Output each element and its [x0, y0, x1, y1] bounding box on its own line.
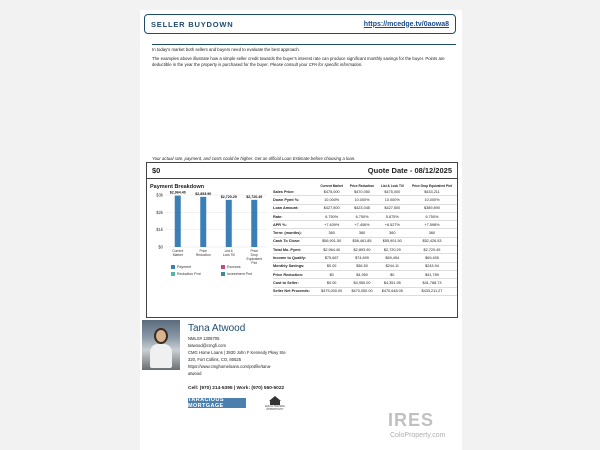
agent-url-continued[interactable]: atwood: [188, 371, 202, 376]
company-logo: TARACIOUS MORTGAGE: [188, 398, 246, 408]
table-cell: $2,964.40: [317, 246, 346, 254]
x-tick-label: Price: [250, 249, 259, 253]
table-row: [273, 204, 457, 212]
row-label: Term: (months):: [273, 229, 317, 237]
data-label: $2,964.40: [169, 191, 186, 195]
intro-paragraph-2: [152, 56, 456, 68]
table-cell: $41,788.73: [407, 279, 457, 287]
table-cell: $52,426.53: [407, 237, 457, 245]
row-label: Rate:: [273, 212, 317, 220]
chart-title: Payment Breakdown: [150, 184, 205, 190]
table-row: [273, 196, 457, 204]
row-label: Cash To Close:: [273, 237, 317, 245]
agent-name: Tana Atwood: [188, 323, 246, 334]
row-label: Loan Amount:: [273, 204, 317, 212]
quote-amount: $0: [152, 166, 161, 175]
table-row: [273, 270, 457, 278]
header-title: SELLER BUYDOWN: [151, 19, 234, 29]
table-cell: $0.00: [317, 262, 346, 270]
agent-company: CMG Home Loans | 3930 John F Kennedy Pkwy Ste: [188, 350, 286, 355]
agent-email[interactable]: tatwood@cmgfi.com: [188, 343, 226, 348]
table-column-header: Price Reduction: [349, 184, 375, 188]
table-row: [273, 188, 457, 196]
watermark-sub: ColoProperty.com: [390, 432, 446, 439]
table-cell: $0.00: [317, 279, 346, 287]
table-row: [273, 229, 457, 237]
bar: [251, 200, 257, 247]
table-row: [273, 221, 457, 229]
table-cell: $433,211.27: [407, 287, 457, 295]
table-cell: $470,648.05: [378, 287, 407, 295]
legend-label: Investment Pmt: [227, 272, 252, 276]
table-cell: +6.527%: [378, 221, 407, 229]
legend-swatch: [221, 272, 225, 276]
row-label: Cost to Seller:: [273, 279, 317, 287]
table-cell: $470,050: [346, 188, 377, 196]
table-cell: +7.406%: [346, 221, 377, 229]
table-cell: $55,901.50: [378, 237, 407, 245]
watermark-main: IRES: [388, 410, 435, 430]
equal-housing-icon: [260, 396, 290, 412]
table-cell: $56,461.85: [346, 237, 377, 245]
legend-label: Reduction Pmt: [177, 272, 201, 276]
table-row: [273, 246, 457, 254]
data-label: $2,720.49: [246, 194, 263, 199]
row-label: Seller Net Proceeds:: [273, 287, 317, 295]
table-cell: $243.94: [407, 262, 457, 270]
table-cell: +7.598%: [407, 221, 457, 229]
table-cell: $4,351.95: [378, 279, 407, 287]
ires-watermark: [388, 408, 466, 444]
bar: [175, 196, 181, 247]
row-label: Price Reduction:: [273, 270, 317, 278]
agent-address: 320, Fort Collins, CO, 80525: [188, 357, 242, 362]
intro-paragraph-1: In today's market both sellers and buyers need to evaluate the best approach.: [152, 47, 300, 52]
table-cell: $389,890: [407, 204, 457, 212]
table-cell: $475,000: [378, 188, 407, 196]
table-cell: 6.750%: [407, 212, 457, 220]
divider: [152, 44, 456, 45]
table-cell: $75,667: [317, 254, 346, 262]
table-row: [273, 212, 457, 220]
row-label: Income to Qualify:: [273, 254, 317, 262]
table-cell: 6.750%: [346, 212, 377, 220]
y-tick-label: $1k: [156, 227, 163, 233]
table-cell: $470,050.00: [346, 287, 377, 295]
legend-swatch: [221, 265, 225, 269]
row-label: Total Mo. Pymt:: [273, 246, 317, 254]
table-cell: $74,699: [346, 254, 377, 262]
table-cell: 10.000%: [346, 196, 377, 204]
table-cell: $427,500: [378, 204, 407, 212]
document-page: [140, 10, 462, 450]
table-row: [273, 237, 457, 245]
table-cell: $475,000: [317, 188, 346, 196]
table-column-header: Current Market: [320, 184, 344, 188]
payment-breakdown-chart: [149, 191, 269, 287]
table-row: [273, 279, 457, 287]
table-cell: $244.11: [378, 262, 407, 270]
table-cell: 6.750%: [317, 212, 346, 220]
x-tick-label: Drop: [250, 253, 258, 257]
table-cell: $475,000.00: [317, 287, 346, 295]
legend-label: Payment: [177, 265, 192, 269]
legend-label: Escrows: [227, 265, 241, 269]
table-cell: 5.875%: [378, 212, 407, 220]
table-cell: $69,459: [407, 254, 457, 262]
x-tick-label: Price: [199, 249, 208, 253]
y-tick-label: $0: [158, 244, 163, 250]
table-cell: 360: [346, 229, 377, 237]
equal-housing-text: EQUAL HOUSING OPPORTUNITY: [265, 405, 285, 411]
x-tick-label: Equivalent: [246, 257, 262, 261]
table-cell: $423,045: [346, 204, 377, 212]
y-tick-label: $3k: [156, 192, 163, 198]
table-cell: $56,901.50: [317, 237, 346, 245]
intro-cpa-note: Please consult your CPA for specific information.: [270, 62, 363, 68]
table-cell: 360: [407, 229, 457, 237]
row-label: Down Pymt %:: [273, 196, 317, 204]
x-tick-label: Lock Till: [222, 253, 235, 257]
quote-header: [147, 163, 457, 179]
table-row: [273, 262, 457, 270]
table-cell: 10.000%: [378, 196, 407, 204]
x-tick-label: Current: [172, 249, 184, 253]
table-row: [273, 287, 457, 295]
table-cell: 10.000%: [317, 196, 346, 204]
header-link[interactable]: https://mcedge.tv/0aowa8: [363, 20, 449, 28]
table-cell: $427,500: [317, 204, 346, 212]
table-cell: $0: [378, 270, 407, 278]
quote-box: [146, 162, 458, 318]
table-cell: 10.000%: [407, 196, 457, 204]
x-tick-label: Pint: [251, 261, 258, 265]
data-label: $2,893.90: [195, 191, 212, 196]
x-tick-label: List &: [224, 249, 233, 253]
table-cell: $0: [317, 270, 346, 278]
bar: [226, 200, 232, 247]
intro-paragraph-2-text: The examples above illustrate how a simple seller credit towards the buyer's interest rate can produce significant monthly savings for the buyer. Points are deductible in the year the property is purchased for the buyer.: [152, 56, 445, 68]
table-row: [273, 254, 457, 262]
disclaimer: Your actual rate, payment, and costs could be higher. Get an official Loan Estimate before choosing a loan.: [152, 156, 356, 161]
table-cell: $2,720.49: [407, 246, 457, 254]
table-cell: $41,789: [407, 270, 457, 278]
x-tick-label: Reduction: [195, 253, 211, 257]
table-cell: $433,211: [407, 188, 457, 196]
agent-url[interactable]: https://www.cmghomeloans.com/profile/tana-: [188, 364, 272, 369]
row-label: Sales Price:: [273, 188, 317, 196]
table-cell: $4,950: [346, 270, 377, 278]
header-bar: [144, 14, 456, 34]
quote-date: Quote Date - 08/12/2025: [367, 166, 452, 175]
agent-phones: Cell: (970) 214-5395 | Work: (970) 560-5022: [188, 386, 285, 391]
x-tick-label: Market: [172, 253, 183, 257]
table-column-header: Price Drop Equivalent Pint: [411, 184, 452, 188]
legend-swatch: [171, 265, 175, 269]
y-tick-label: $2k: [156, 209, 163, 215]
row-label: APR %:: [273, 221, 317, 229]
table-column-header: List & Lock Till: [380, 184, 404, 188]
table-cell: $2,720.29: [378, 246, 407, 254]
table-cell: 360: [378, 229, 407, 237]
intro-text: [152, 47, 456, 72]
table-cell: +7.409%: [317, 221, 346, 229]
row-label: Monthly Savings:: [273, 262, 317, 270]
data-label: $2,720.29: [220, 194, 237, 199]
bar: [200, 197, 206, 247]
table-cell: $36.50: [346, 262, 377, 270]
table-cell: $69,454: [378, 254, 407, 262]
table-cell: 360: [317, 229, 346, 237]
table-cell: $4,950.00: [346, 279, 377, 287]
table-cell: $2,893.90: [346, 246, 377, 254]
comparison-table: [273, 182, 457, 296]
agent-nmls: NMLS# 1308705: [188, 336, 220, 341]
agent-photo: [142, 320, 180, 370]
legend-swatch: [171, 272, 175, 276]
